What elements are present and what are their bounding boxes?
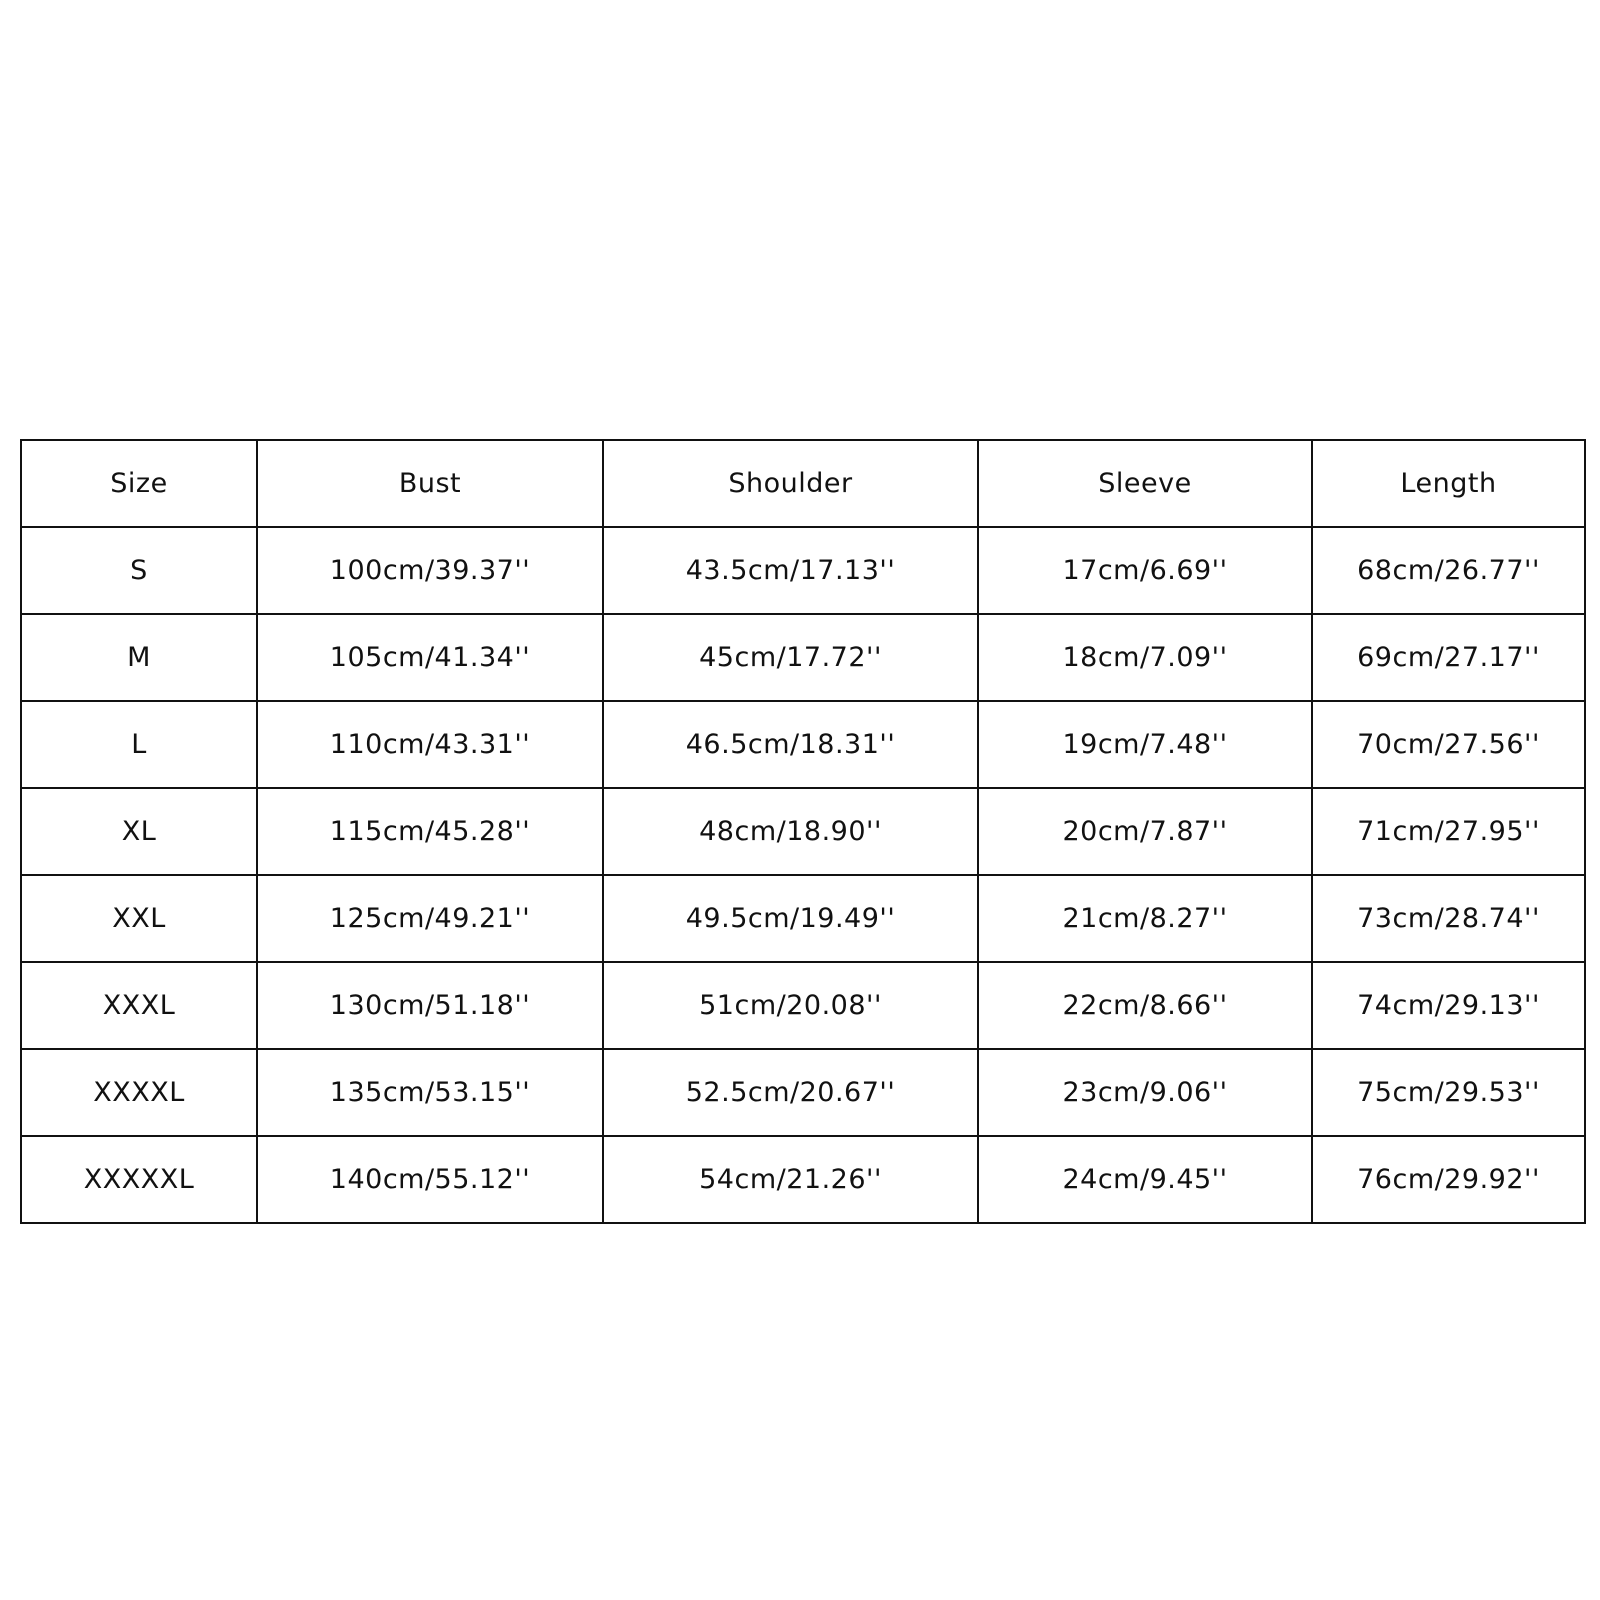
cell-shoulder: 54cm/21.26'' bbox=[603, 1136, 978, 1223]
table-row bbox=[21, 875, 1585, 962]
cell-size: XXXL bbox=[21, 962, 257, 1049]
cell-length: 71cm/27.95'' bbox=[1312, 788, 1585, 875]
header-size: Size bbox=[21, 440, 257, 527]
cell-size: XXL bbox=[21, 875, 257, 962]
table-row bbox=[21, 1049, 1585, 1136]
cell-shoulder: 45cm/17.72'' bbox=[603, 614, 978, 701]
cell-sleeve: 19cm/7.48'' bbox=[978, 701, 1312, 788]
cell-length: 74cm/29.13'' bbox=[1312, 962, 1585, 1049]
cell-sleeve: 18cm/7.09'' bbox=[978, 614, 1312, 701]
cell-bust: 135cm/53.15'' bbox=[257, 1049, 603, 1136]
cell-length: 73cm/28.74'' bbox=[1312, 875, 1585, 962]
cell-bust: 110cm/43.31'' bbox=[257, 701, 603, 788]
table-header-row bbox=[21, 440, 1585, 527]
cell-size: XL bbox=[21, 788, 257, 875]
table-row bbox=[21, 527, 1585, 614]
table-row bbox=[21, 788, 1585, 875]
cell-shoulder: 46.5cm/18.31'' bbox=[603, 701, 978, 788]
cell-sleeve: 20cm/7.87'' bbox=[978, 788, 1312, 875]
header-bust: Bust bbox=[257, 440, 603, 527]
cell-size: XXXXXL bbox=[21, 1136, 257, 1223]
cell-shoulder: 43.5cm/17.13'' bbox=[603, 527, 978, 614]
cell-size: L bbox=[21, 701, 257, 788]
size-chart-table bbox=[20, 439, 1586, 1224]
cell-bust: 100cm/39.37'' bbox=[257, 527, 603, 614]
cell-sleeve: 24cm/9.45'' bbox=[978, 1136, 1312, 1223]
cell-bust: 125cm/49.21'' bbox=[257, 875, 603, 962]
table-row bbox=[21, 962, 1585, 1049]
cell-length: 68cm/26.77'' bbox=[1312, 527, 1585, 614]
table-row bbox=[21, 701, 1585, 788]
cell-sleeve: 21cm/8.27'' bbox=[978, 875, 1312, 962]
cell-shoulder: 51cm/20.08'' bbox=[603, 962, 978, 1049]
cell-length: 69cm/27.17'' bbox=[1312, 614, 1585, 701]
cell-size: XXXXL bbox=[21, 1049, 257, 1136]
cell-shoulder: 52.5cm/20.67'' bbox=[603, 1049, 978, 1136]
cell-bust: 105cm/41.34'' bbox=[257, 614, 603, 701]
cell-sleeve: 17cm/6.69'' bbox=[978, 527, 1312, 614]
cell-sleeve: 22cm/8.66'' bbox=[978, 962, 1312, 1049]
cell-bust: 130cm/51.18'' bbox=[257, 962, 603, 1049]
table-row bbox=[21, 1136, 1585, 1223]
cell-size: S bbox=[21, 527, 257, 614]
cell-shoulder: 49.5cm/19.49'' bbox=[603, 875, 978, 962]
header-length: Length bbox=[1312, 440, 1585, 527]
cell-bust: 115cm/45.28'' bbox=[257, 788, 603, 875]
cell-bust: 140cm/55.12'' bbox=[257, 1136, 603, 1223]
table-row bbox=[21, 614, 1585, 701]
cell-size: M bbox=[21, 614, 257, 701]
cell-length: 70cm/27.56'' bbox=[1312, 701, 1585, 788]
cell-sleeve: 23cm/9.06'' bbox=[978, 1049, 1312, 1136]
header-sleeve: Sleeve bbox=[978, 440, 1312, 527]
cell-length: 75cm/29.53'' bbox=[1312, 1049, 1585, 1136]
header-shoulder: Shoulder bbox=[603, 440, 978, 527]
cell-shoulder: 48cm/18.90'' bbox=[603, 788, 978, 875]
cell-length: 76cm/29.92'' bbox=[1312, 1136, 1585, 1223]
